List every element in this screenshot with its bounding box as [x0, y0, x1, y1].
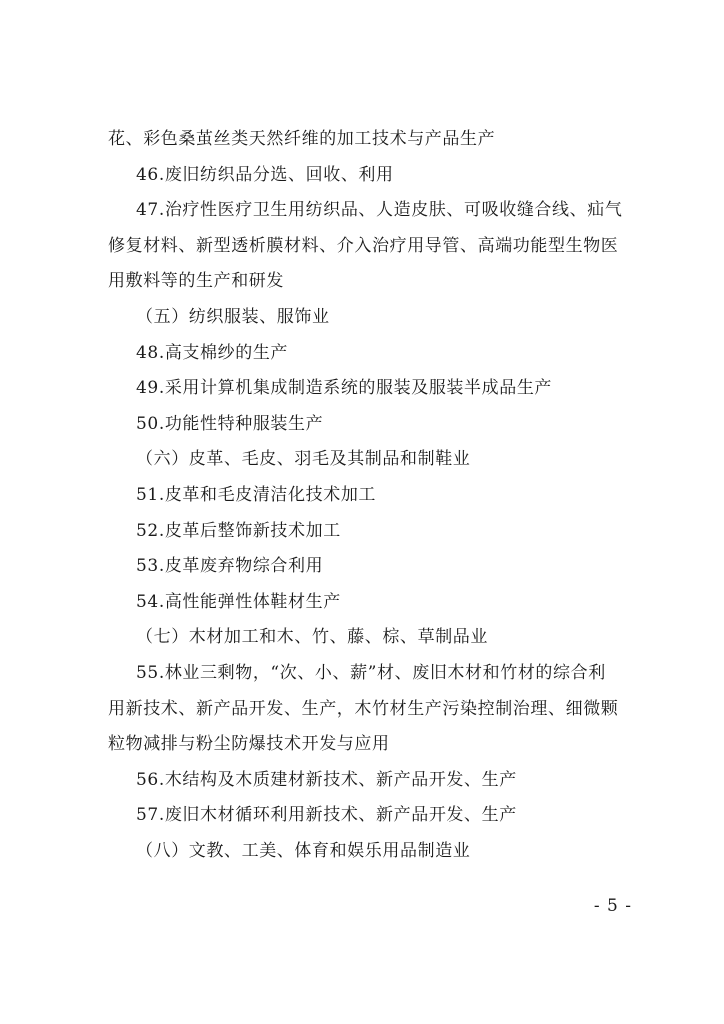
list-item-51: 51.皮革和毛皮清洁化技术加工	[136, 484, 377, 505]
list-item-50: 50.功能性特种服装生产	[136, 413, 324, 434]
list-item-54: 54.高性能弹性体鞋材生产	[136, 591, 341, 612]
text-line: 用敷料等的生产和研发	[108, 271, 284, 292]
list-item-56: 56.木结构及木质建材新技术、新产品开发、生产	[136, 769, 517, 790]
list-item-57: 57.废旧木材循环利用新技术、新产品开发、生产	[136, 805, 517, 826]
list-item-53: 53.皮革废弃物综合利用	[136, 556, 324, 577]
section-heading-6: （六）皮革、毛皮、羽毛及其制品和制鞋业	[136, 449, 471, 470]
list-item-46: 46.废旧纺织品分选、回收、利用	[136, 164, 394, 185]
list-item-55: 55.林业三剩物，“次、小、薪”材、废旧木材和竹材的综合利	[136, 662, 606, 683]
section-heading-7: （七）木材加工和木、竹、藤、棕、草制品业	[136, 627, 488, 648]
list-item-48: 48.高支棉纱的生产	[136, 342, 289, 363]
text-line: 用新技术、新产品开发、生产，木竹材生产污染控制治理、细微颗	[108, 698, 619, 719]
document-body	[108, 122, 636, 869]
page-number: - 5 -	[593, 896, 632, 916]
text-line: 花、彩色桑茧丝类天然纤维的加工技术与产品生产	[108, 129, 496, 149]
section-heading-8: （八）文教、工美、体育和娱乐用品制造业	[136, 840, 471, 861]
text-line: 粒物减排与粉尘防爆技术开发与应用	[108, 734, 390, 755]
section-heading-5: （五）纺织服装、服饰业	[136, 306, 330, 327]
list-item-47: 47.治疗性医疗卫生用纺织品、人造皮肤、可吸收缝合线、疝气	[136, 200, 623, 221]
text-line: 修复材料、新型透析膜材料、介入治疗用导管、高端功能型生物医	[108, 235, 619, 256]
list-item-49: 49.采用计算机集成制造系统的服装及服装半成品生产	[136, 378, 553, 399]
list-item-52: 52.皮革后整饰新技术加工	[136, 520, 341, 541]
